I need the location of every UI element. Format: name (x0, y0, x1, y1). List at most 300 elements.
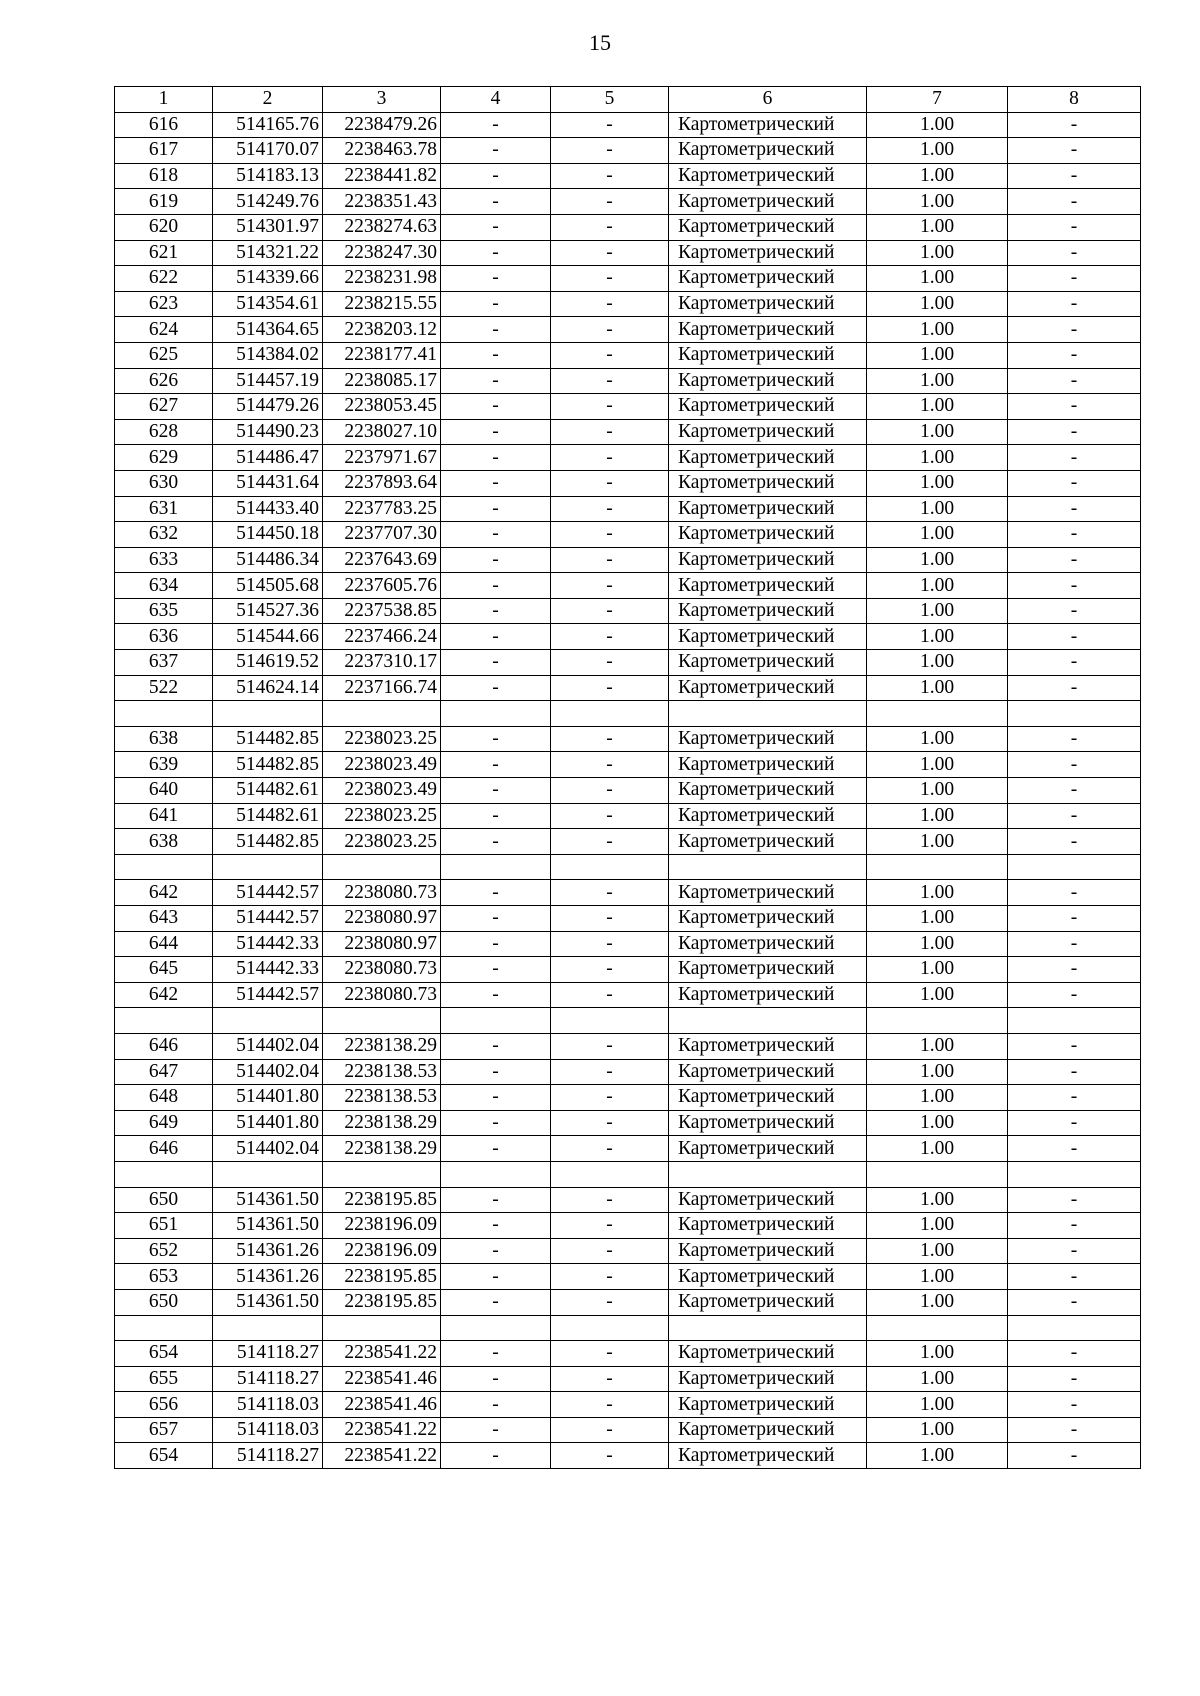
point-number-cell: 624 (115, 317, 213, 343)
x-coordinate-cell: 514118.27 (213, 1341, 323, 1367)
table-row (115, 112, 1141, 138)
table-row (115, 1392, 1141, 1418)
column-8-cell: - (1008, 803, 1141, 829)
accuracy-cell: 1.00 (867, 522, 1008, 548)
column-8-cell: - (1008, 778, 1141, 804)
point-number-cell (115, 1008, 213, 1034)
column-8-cell: - (1008, 240, 1141, 266)
column-5-cell: - (551, 419, 669, 445)
accuracy-cell: 1.00 (867, 650, 1008, 676)
point-number-cell: 638 (115, 829, 213, 855)
point-number-cell: 625 (115, 342, 213, 368)
column-5-cell: - (551, 931, 669, 957)
column-8-cell: - (1008, 1085, 1141, 1111)
column-header: 6 (669, 87, 867, 113)
column-5-cell: - (551, 880, 669, 906)
table-row (115, 752, 1141, 778)
x-coordinate-cell: 514384.02 (213, 342, 323, 368)
column-4-cell: - (441, 342, 551, 368)
column-8-cell: - (1008, 1059, 1141, 1085)
y-coordinate-cell: 2238027.10 (323, 419, 441, 445)
y-coordinate-cell (323, 701, 441, 727)
x-coordinate-cell: 514183.13 (213, 163, 323, 189)
y-coordinate-cell (323, 854, 441, 880)
table-row (115, 906, 1141, 932)
table-row (115, 445, 1141, 471)
y-coordinate-cell: 2238053.45 (323, 394, 441, 420)
accuracy-cell: 1.00 (867, 752, 1008, 778)
column-8-cell: - (1008, 1392, 1141, 1418)
table-row (115, 291, 1141, 317)
accuracy-cell: 1.00 (867, 394, 1008, 420)
column-8-cell: - (1008, 880, 1141, 906)
column-5-cell: - (551, 573, 669, 599)
table-row (115, 547, 1141, 573)
method-cell: Картометрический (669, 726, 867, 752)
y-coordinate-cell: 2238023.25 (323, 726, 441, 752)
method-cell (669, 1315, 867, 1341)
table-row (115, 1238, 1141, 1264)
column-4-cell: - (441, 906, 551, 932)
accuracy-cell: 1.00 (867, 573, 1008, 599)
x-coordinate-cell: 514431.64 (213, 470, 323, 496)
table-row (115, 1417, 1141, 1443)
point-number-cell: 622 (115, 266, 213, 292)
point-number-cell: 650 (115, 1187, 213, 1213)
blank-separator-row (115, 1161, 1141, 1187)
accuracy-cell: 1.00 (867, 419, 1008, 445)
column-4-cell: - (441, 675, 551, 701)
point-number-cell: 639 (115, 752, 213, 778)
point-number-cell: 653 (115, 1264, 213, 1290)
column-5-cell: - (551, 138, 669, 164)
accuracy-cell: 1.00 (867, 624, 1008, 650)
method-cell: Картометрический (669, 1059, 867, 1085)
accuracy-cell: 1.00 (867, 982, 1008, 1008)
method-cell: Картометрический (669, 1085, 867, 1111)
column-8-cell: - (1008, 266, 1141, 292)
x-coordinate-cell: 514402.04 (213, 1059, 323, 1085)
table-row (115, 1187, 1141, 1213)
y-coordinate-cell: 2238441.82 (323, 163, 441, 189)
accuracy-cell: 1.00 (867, 1110, 1008, 1136)
column-4-cell: - (441, 496, 551, 522)
accuracy-cell: 1.00 (867, 778, 1008, 804)
point-number-cell: 616 (115, 112, 213, 138)
x-coordinate-cell: 514339.66 (213, 266, 323, 292)
y-coordinate-cell: 2237707.30 (323, 522, 441, 548)
point-number-cell: 636 (115, 624, 213, 650)
method-cell: Картометрический (669, 752, 867, 778)
y-coordinate-cell: 2238274.63 (323, 214, 441, 240)
column-5-cell: - (551, 214, 669, 240)
y-coordinate-cell: 2238479.26 (323, 112, 441, 138)
point-number-cell: 646 (115, 1136, 213, 1162)
accuracy-cell: 1.00 (867, 547, 1008, 573)
table-row (115, 1110, 1141, 1136)
point-number-cell: 645 (115, 957, 213, 983)
point-number-cell: 641 (115, 803, 213, 829)
coordinates-table (114, 86, 1141, 1469)
point-number-cell: 632 (115, 522, 213, 548)
method-cell: Картометрический (669, 829, 867, 855)
x-coordinate-cell: 514442.33 (213, 957, 323, 983)
point-number-cell: 642 (115, 880, 213, 906)
column-8-cell: - (1008, 368, 1141, 394)
x-coordinate-cell: 514624.14 (213, 675, 323, 701)
table-row (115, 726, 1141, 752)
blank-separator-row (115, 854, 1141, 880)
y-coordinate-cell: 2238023.25 (323, 829, 441, 855)
column-5-cell: - (551, 624, 669, 650)
column-4-cell: - (441, 778, 551, 804)
column-4-cell: - (441, 266, 551, 292)
column-4-cell: - (441, 368, 551, 394)
point-number-cell: 633 (115, 547, 213, 573)
column-5-cell: - (551, 829, 669, 855)
x-coordinate-cell: 514361.50 (213, 1213, 323, 1239)
y-coordinate-cell (323, 1315, 441, 1341)
accuracy-cell: 1.00 (867, 342, 1008, 368)
method-cell: Картометрический (669, 291, 867, 317)
y-coordinate-cell: 2238195.85 (323, 1289, 441, 1315)
method-cell (669, 1008, 867, 1034)
x-coordinate-cell: 514361.26 (213, 1264, 323, 1290)
point-number-cell (115, 1315, 213, 1341)
column-8-cell: - (1008, 1289, 1141, 1315)
method-cell: Картометрический (669, 1187, 867, 1213)
method-cell: Картометрический (669, 982, 867, 1008)
column-5-cell: - (551, 1033, 669, 1059)
y-coordinate-cell: 2238196.09 (323, 1213, 441, 1239)
method-cell: Картометрический (669, 394, 867, 420)
method-cell: Картометрический (669, 1417, 867, 1443)
y-coordinate-cell: 2238195.85 (323, 1264, 441, 1290)
column-8-cell: - (1008, 726, 1141, 752)
column-8-cell: - (1008, 189, 1141, 215)
y-coordinate-cell: 2238138.53 (323, 1059, 441, 1085)
column-5-cell: - (551, 240, 669, 266)
column-8-cell (1008, 854, 1141, 880)
point-number-cell: 626 (115, 368, 213, 394)
column-5-cell: - (551, 163, 669, 189)
method-cell: Картометрический (669, 1213, 867, 1239)
method-cell: Картометрический (669, 624, 867, 650)
y-coordinate-cell: 2238023.49 (323, 778, 441, 804)
column-5-cell: - (551, 906, 669, 932)
blank-separator-row (115, 1315, 1141, 1341)
table-row (115, 1136, 1141, 1162)
point-number-cell: 654 (115, 1341, 213, 1367)
x-coordinate-cell: 514321.22 (213, 240, 323, 266)
accuracy-cell: 1.00 (867, 163, 1008, 189)
method-cell: Картометрический (669, 547, 867, 573)
accuracy-cell: 1.00 (867, 470, 1008, 496)
table-row (115, 1443, 1141, 1469)
column-4-cell: - (441, 470, 551, 496)
point-number-cell: 630 (115, 470, 213, 496)
accuracy-cell (867, 1315, 1008, 1341)
method-cell: Картометрический (669, 1033, 867, 1059)
point-number-cell: 635 (115, 598, 213, 624)
x-coordinate-cell: 514442.57 (213, 906, 323, 932)
column-5-cell: - (551, 1264, 669, 1290)
blank-separator-row (115, 701, 1141, 727)
method-cell: Картометрический (669, 778, 867, 804)
column-header: 7 (867, 87, 1008, 113)
column-4-cell (441, 1161, 551, 1187)
y-coordinate-cell: 2238023.25 (323, 803, 441, 829)
x-coordinate-cell: 514486.47 (213, 445, 323, 471)
y-coordinate-cell: 2238138.29 (323, 1110, 441, 1136)
method-cell: Картометрический (669, 1136, 867, 1162)
column-5-cell (551, 1008, 669, 1034)
column-8-cell: - (1008, 138, 1141, 164)
method-cell: Картометрический (669, 1238, 867, 1264)
x-coordinate-cell: 514401.80 (213, 1085, 323, 1111)
table-row (115, 1289, 1141, 1315)
point-number-cell: 651 (115, 1213, 213, 1239)
x-coordinate-cell: 514249.76 (213, 189, 323, 215)
column-8-cell: - (1008, 752, 1141, 778)
column-4-cell: - (441, 1264, 551, 1290)
point-number-cell: 649 (115, 1110, 213, 1136)
column-5-cell (551, 701, 669, 727)
column-4-cell: - (441, 573, 551, 599)
column-4-cell: - (441, 982, 551, 1008)
point-number-cell: 640 (115, 778, 213, 804)
column-8-cell: - (1008, 1341, 1141, 1367)
column-header: 8 (1008, 87, 1141, 113)
header-row (115, 87, 1141, 113)
method-cell: Картометрический (669, 266, 867, 292)
y-coordinate-cell: 2238138.29 (323, 1136, 441, 1162)
x-coordinate-cell (213, 1008, 323, 1034)
column-8-cell: - (1008, 829, 1141, 855)
y-coordinate-cell: 2238080.97 (323, 906, 441, 932)
point-number-cell: 617 (115, 138, 213, 164)
column-4-cell (441, 1008, 551, 1034)
column-4-cell: - (441, 291, 551, 317)
method-cell: Картометрический (669, 470, 867, 496)
method-cell: Картометрический (669, 1366, 867, 1392)
accuracy-cell: 1.00 (867, 1392, 1008, 1418)
accuracy-cell: 1.00 (867, 1417, 1008, 1443)
x-coordinate-cell: 514486.34 (213, 547, 323, 573)
point-number-cell: 623 (115, 291, 213, 317)
method-cell: Картометрический (669, 1110, 867, 1136)
table-row (115, 138, 1141, 164)
accuracy-cell (867, 1161, 1008, 1187)
accuracy-cell: 1.00 (867, 906, 1008, 932)
accuracy-cell: 1.00 (867, 880, 1008, 906)
column-4-cell: - (441, 138, 551, 164)
x-coordinate-cell: 514402.04 (213, 1033, 323, 1059)
column-5-cell (551, 1315, 669, 1341)
x-coordinate-cell: 514361.26 (213, 1238, 323, 1264)
column-4-cell: - (441, 650, 551, 676)
column-4-cell: - (441, 240, 551, 266)
column-8-cell: - (1008, 906, 1141, 932)
x-coordinate-cell: 514118.27 (213, 1366, 323, 1392)
x-coordinate-cell: 514118.03 (213, 1417, 323, 1443)
point-number-cell: 643 (115, 906, 213, 932)
column-5-cell: - (551, 598, 669, 624)
point-number-cell: 621 (115, 240, 213, 266)
x-coordinate-cell: 514490.23 (213, 419, 323, 445)
method-cell: Картометрический (669, 1392, 867, 1418)
column-5-cell: - (551, 1059, 669, 1085)
x-coordinate-cell: 514505.68 (213, 573, 323, 599)
x-coordinate-cell: 514118.03 (213, 1392, 323, 1418)
x-coordinate-cell: 514544.66 (213, 624, 323, 650)
method-cell: Картометрический (669, 419, 867, 445)
point-number-cell: 656 (115, 1392, 213, 1418)
y-coordinate-cell: 2238541.22 (323, 1341, 441, 1367)
column-4-cell: - (441, 1238, 551, 1264)
y-coordinate-cell: 2238023.49 (323, 752, 441, 778)
page-number: 15 (589, 30, 611, 55)
y-coordinate-cell: 2238215.55 (323, 291, 441, 317)
x-coordinate-cell: 514482.61 (213, 803, 323, 829)
column-4-cell: - (441, 829, 551, 855)
column-4-cell: - (441, 624, 551, 650)
column-4-cell (441, 854, 551, 880)
column-8-cell: - (1008, 317, 1141, 343)
column-4-cell: - (441, 394, 551, 420)
accuracy-cell: 1.00 (867, 1059, 1008, 1085)
column-5-cell: - (551, 112, 669, 138)
table-row (115, 522, 1141, 548)
column-5-cell: - (551, 291, 669, 317)
column-5-cell: - (551, 650, 669, 676)
column-5-cell: - (551, 1392, 669, 1418)
method-cell: Картометрический (669, 317, 867, 343)
column-8-cell: - (1008, 470, 1141, 496)
point-number-cell: 648 (115, 1085, 213, 1111)
accuracy-cell: 1.00 (867, 803, 1008, 829)
y-coordinate-cell: 2237310.17 (323, 650, 441, 676)
accuracy-cell: 1.00 (867, 1341, 1008, 1367)
column-8-cell: - (1008, 1443, 1141, 1469)
y-coordinate-cell: 2238541.46 (323, 1392, 441, 1418)
column-8-cell: - (1008, 1110, 1141, 1136)
accuracy-cell: 1.00 (867, 317, 1008, 343)
table-row (115, 573, 1141, 599)
column-4-cell: - (441, 1366, 551, 1392)
table-row (115, 470, 1141, 496)
accuracy-cell: 1.00 (867, 726, 1008, 752)
column-8-cell: - (1008, 1264, 1141, 1290)
x-coordinate-cell: 514527.36 (213, 598, 323, 624)
y-coordinate-cell: 2238080.73 (323, 982, 441, 1008)
column-8-cell: - (1008, 957, 1141, 983)
column-4-cell: - (441, 522, 551, 548)
column-5-cell: - (551, 1213, 669, 1239)
accuracy-cell: 1.00 (867, 1264, 1008, 1290)
column-4-cell: - (441, 112, 551, 138)
point-number-cell: 620 (115, 214, 213, 240)
point-number-cell: 619 (115, 189, 213, 215)
column-8-cell: - (1008, 112, 1141, 138)
method-cell: Картометрический (669, 1443, 867, 1469)
x-coordinate-cell: 514354.61 (213, 291, 323, 317)
column-4-cell: - (441, 445, 551, 471)
table-row (115, 163, 1141, 189)
table-row (115, 1085, 1141, 1111)
column-8-cell: - (1008, 445, 1141, 471)
table-row (115, 394, 1141, 420)
method-cell: Картометрический (669, 931, 867, 957)
accuracy-cell: 1.00 (867, 1213, 1008, 1239)
method-cell: Картометрический (669, 112, 867, 138)
column-8-cell: - (1008, 624, 1141, 650)
table-row (115, 496, 1141, 522)
column-8-cell: - (1008, 547, 1141, 573)
accuracy-cell: 1.00 (867, 138, 1008, 164)
column-4-cell: - (441, 1443, 551, 1469)
column-8-cell: - (1008, 163, 1141, 189)
column-4-cell (441, 701, 551, 727)
accuracy-cell: 1.00 (867, 931, 1008, 957)
x-coordinate-cell: 514442.33 (213, 931, 323, 957)
column-8-cell (1008, 1008, 1141, 1034)
table-row (115, 317, 1141, 343)
column-5-cell: - (551, 1289, 669, 1315)
column-8-cell: - (1008, 931, 1141, 957)
method-cell: Картометрический (669, 650, 867, 676)
table-row (115, 624, 1141, 650)
x-coordinate-cell: 514301.97 (213, 214, 323, 240)
x-coordinate-cell: 514457.19 (213, 368, 323, 394)
accuracy-cell: 1.00 (867, 291, 1008, 317)
method-cell: Картометрический (669, 214, 867, 240)
accuracy-cell: 1.00 (867, 957, 1008, 983)
y-coordinate-cell: 2237893.64 (323, 470, 441, 496)
column-8-cell: - (1008, 1136, 1141, 1162)
accuracy-cell: 1.00 (867, 368, 1008, 394)
y-coordinate-cell: 2238138.53 (323, 1085, 441, 1111)
column-header: 4 (441, 87, 551, 113)
point-number-cell: 618 (115, 163, 213, 189)
accuracy-cell: 1.00 (867, 266, 1008, 292)
column-8-cell: - (1008, 496, 1141, 522)
point-number-cell: 522 (115, 675, 213, 701)
column-header: 1 (115, 87, 213, 113)
column-8-cell: - (1008, 214, 1141, 240)
table-row (115, 803, 1141, 829)
y-coordinate-cell: 2237971.67 (323, 445, 441, 471)
method-cell: Картометрический (669, 1341, 867, 1367)
table-row (115, 342, 1141, 368)
column-5-cell: - (551, 675, 669, 701)
method-cell (669, 854, 867, 880)
y-coordinate-cell: 2237166.74 (323, 675, 441, 701)
column-4-cell: - (441, 1085, 551, 1111)
column-5-cell: - (551, 445, 669, 471)
table-body (115, 112, 1141, 1468)
column-4-cell: - (441, 957, 551, 983)
column-4-cell: - (441, 163, 551, 189)
table-row (115, 778, 1141, 804)
table-row (115, 1341, 1141, 1367)
point-number-cell: 650 (115, 1289, 213, 1315)
column-5-cell: - (551, 1110, 669, 1136)
point-number-cell: 644 (115, 931, 213, 957)
accuracy-cell: 1.00 (867, 1443, 1008, 1469)
x-coordinate-cell: 514401.80 (213, 1110, 323, 1136)
y-coordinate-cell: 2238138.29 (323, 1033, 441, 1059)
